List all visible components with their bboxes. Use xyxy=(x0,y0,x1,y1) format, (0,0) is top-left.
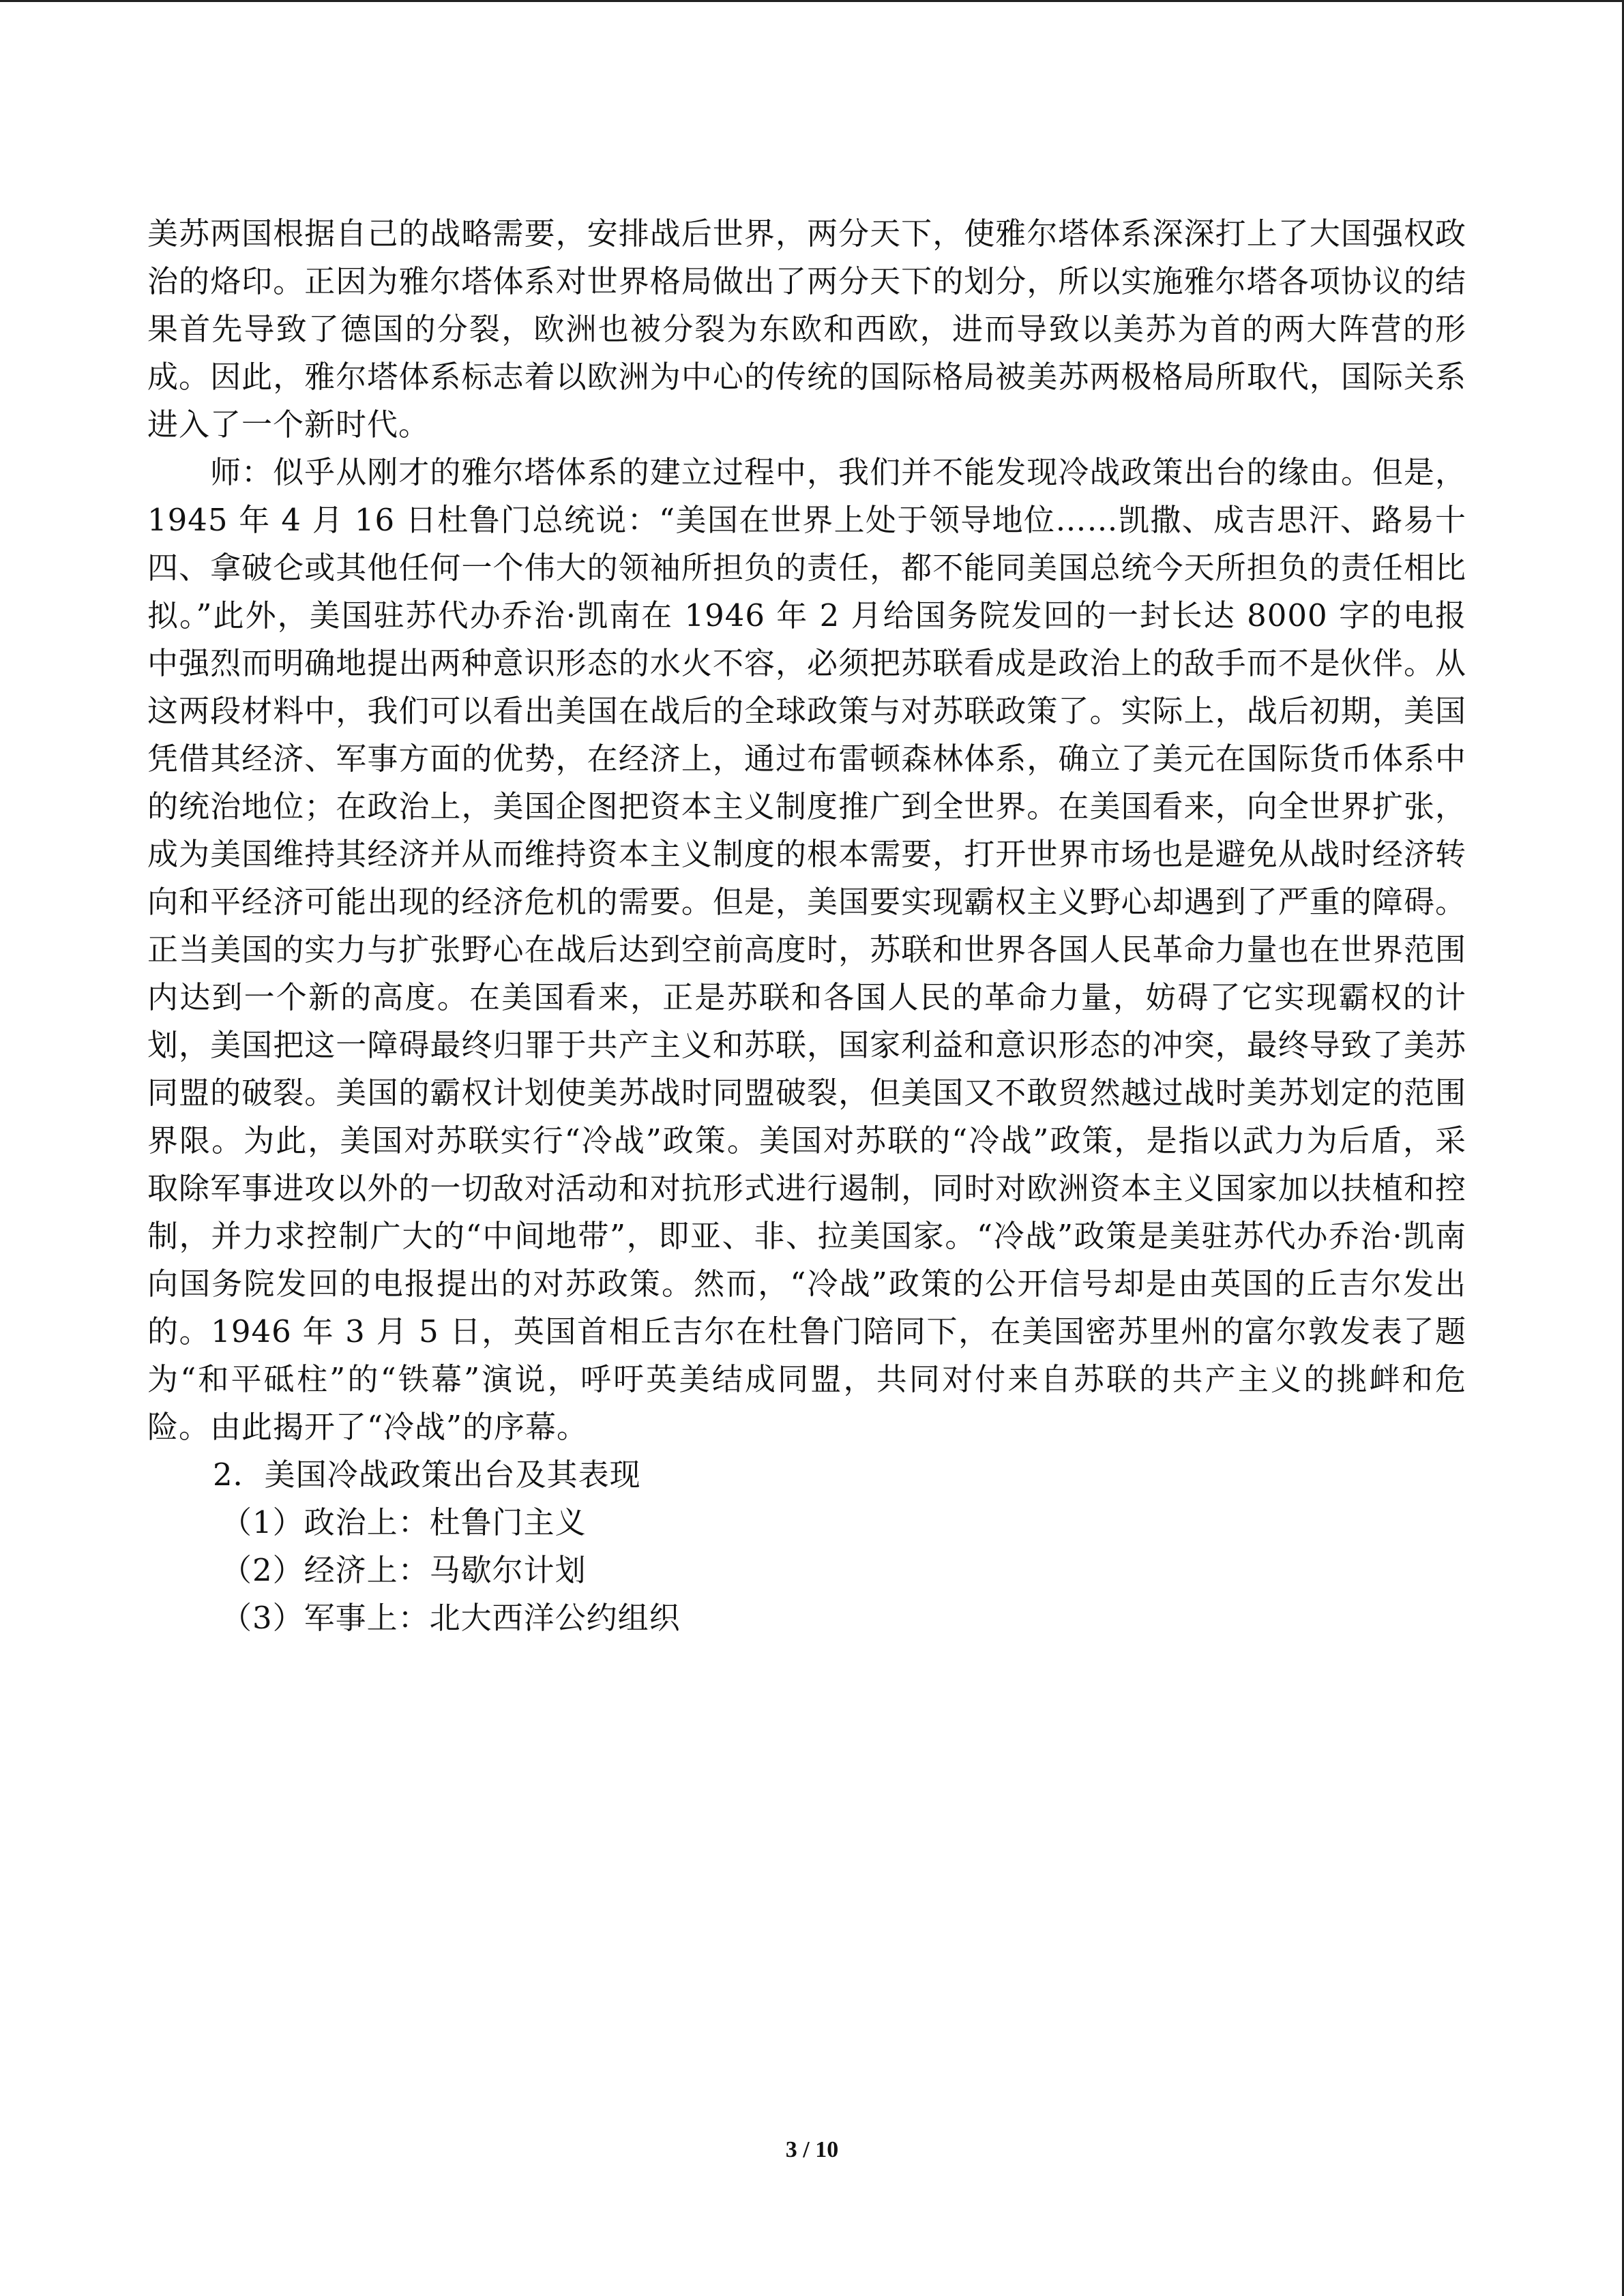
list-item-economy: （2）经济上：马歇尔计划 xyxy=(221,1552,587,1588)
page-number: 3 / 10 xyxy=(785,2137,839,2162)
paragraph-teacher-cold-war-origin: 师：似乎从刚才的雅尔塔体系的建立过程中，我们并不能发现冷战政策出台的缘由。但是，1945 年 4 月 16 日杜鲁门总统说：“美国在世界上处于领导地位……凯撒、成吉思汗、路易十四、拿破仑或其他任何一个伟大的领袖所担负的责任，都不能同美国总统今天所担负的责任相比拟。”此外，美国驻苏代办乔治·凯南在 1946 年 2 月给国务院发回的一封长达 8000 字的电报中强烈而明确地提出两种意识形态的水火不容，必须把苏联看成是政治上的敌手而不是伙伴。从这两段材料中，我们可以看出美国在战后的全球政策与对苏联政策了。实际上，战后初期，美国凭借其经济、军事方面的优势，在经济上，通过布雷顿森林体系，确立了美元在国际货币体系中的统治地位；在政治上，美国企图把资本主义制度推广到全世界。在美国看来，向全世界扩张，成为美国维持其经济并从而维持资本主义制度的根本需要，打开世界市场也是避免从战时经济转向和平经济可能出现的经济危机的需要。但是，美国要实现霸权主义野心却遇到了严重的障碍。正当美国的实力与扩张野心在战后达到空前高度时，苏联和世界各国人民革命力量也在世界范围内达到一个新的高度。在美国看来，正是苏联和各国人民的革命力量，妨碍了它实现霸权的计划，美国把这一障碍最终归罪于共产主义和苏联，国家利益和意识形态的冲突，最终导致了美苏同盟的破裂。美国的霸权计划使美苏战时同盟破裂，但美国又不敢贸然越过战时美苏划定的范围界限。为此，美国对苏联实行“冷战”政策。美国对苏联的“冷战”政策，是指以武力为后盾，采取除军事进攻以外的一切敌对活动和对抗形式进行遏制，同时对欧洲资本主义国家加以扶植和控制，并力求控制广大的“中间地带”，即亚、非、拉美国家。“冷战”政策是美驻苏代办乔治·凯南向国务院发回的电报提出的对苏政策。然而，“冷战”政策的公开信号却是由英国的丘吉尔发出的。1946 年 3 月 5 日，英国首相丘吉尔在杜鲁门陪同下，在美国密苏里州的富尔敦发表了题为“和平砥柱”的“铁幕”演说，呼吁英美结成同盟，共同对付来自苏联的共产主义的挑衅和危险。由此揭开了“冷战”的序幕。 xyxy=(147,454,1466,1445)
list-item-politics: （1）政治上：杜鲁门主义 xyxy=(221,1504,587,1540)
section-heading: 2．美国冷战政策出台及其表现 xyxy=(213,1457,641,1493)
list-item-military: （3）军事上：北大西洋公约组织 xyxy=(221,1600,681,1636)
document-body xyxy=(147,210,1466,1642)
paragraph-yalta-summary: 美苏两国根据自己的战略需要，安排战后世界，两分天下，使雅尔塔体系深深打上了大国强权政治的烙印。正因为雅尔塔体系对世界格局做出了两分天下的划分，所以实施雅尔塔各项协议的结果首先导致了德国的分裂，欧洲也被分裂为东欧和西欧，进而导致以美苏为首的两大阵营的形成。因此，雅尔塔体系标志着以欧洲为中心的传统的国际格局被美苏两极格局所取代，国际关系进入了一个新时代。 xyxy=(147,215,1466,443)
